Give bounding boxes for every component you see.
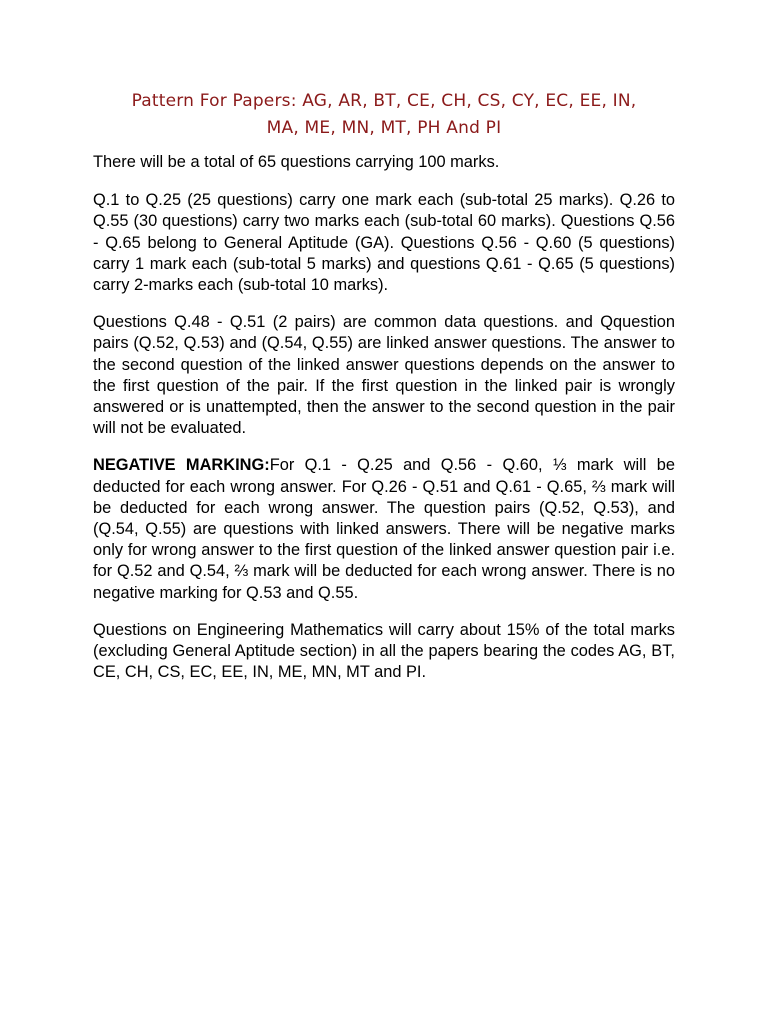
engineering-mathematics-paragraph: Questions on Engineering Mathematics will carry about 15% of the total marks (excluding General Aptitude section) in all the papers bearing the codes AG, BT, CE, CH, CS, EC, EE, IN, ME, MN, MT and PI. (93, 620, 675, 682)
total-questions-paragraph: There will be a total of 65 questions carrying 100 marks. (93, 153, 500, 171)
title-line-1: Pattern For Papers: AG, AR, BT, CE, CH, CS, CY, EC, EE, IN, (131, 91, 637, 111)
title-line-2: MA, ME, MN, MT, PH And PI (266, 118, 502, 138)
negative-marking-text: For Q.1 - Q.25 and Q.56 - Q.60, ⅓ mark will be deducted for each wrong answer. For Q.26 - Q.51 and Q.61 - Q.65, ⅔ mark will be deducted for each wrong answer. The question pairs (Q.52, Q.53), and (Q.54, Q.55) are questions with linked answers. There will be negative marks only for wrong answer to the first question of the linked answer question pair i.e. for Q.52 and Q.54, ⅔ mark will be deducted for each wrong answer. There is no negative marking for Q.53 and Q.55. (93, 456, 675, 602)
negative-marking-paragraph (93, 455, 675, 603)
linked-questions-paragraph: Questions Q.48 - Q.51 (2 pairs) are common data questions. and Qquestion pairs (Q.52, Q.53) and (Q.54, Q.55) are linked answer questions. The answer to the second question of the linked answer questions depends on the answer to the first question of the pair. If the first question in the linked pair is wrongly answered or is unattempted, then the answer to the second question in the pair will not be evaluated. (93, 313, 675, 438)
marks-distribution-paragraph: Q.1 to Q.25 (25 questions) carry one mark each (sub-total 25 marks). Q.26 to Q.55 (30 questions) carry two marks each (sub-total 60 marks). Questions Q.56 - Q.65 belong to General Aptitude (GA). Questions Q.56 - Q.60 (5 questions) carry 1 mark each (sub-total 5 marks) and questions Q.61 - Q.65 (5 questions) carry 2-marks each (sub-total 10 marks). (93, 191, 675, 295)
negative-marking-label: NEGATIVE MARKING: (93, 456, 270, 475)
document-page (93, 88, 675, 699)
page-title (93, 88, 675, 142)
